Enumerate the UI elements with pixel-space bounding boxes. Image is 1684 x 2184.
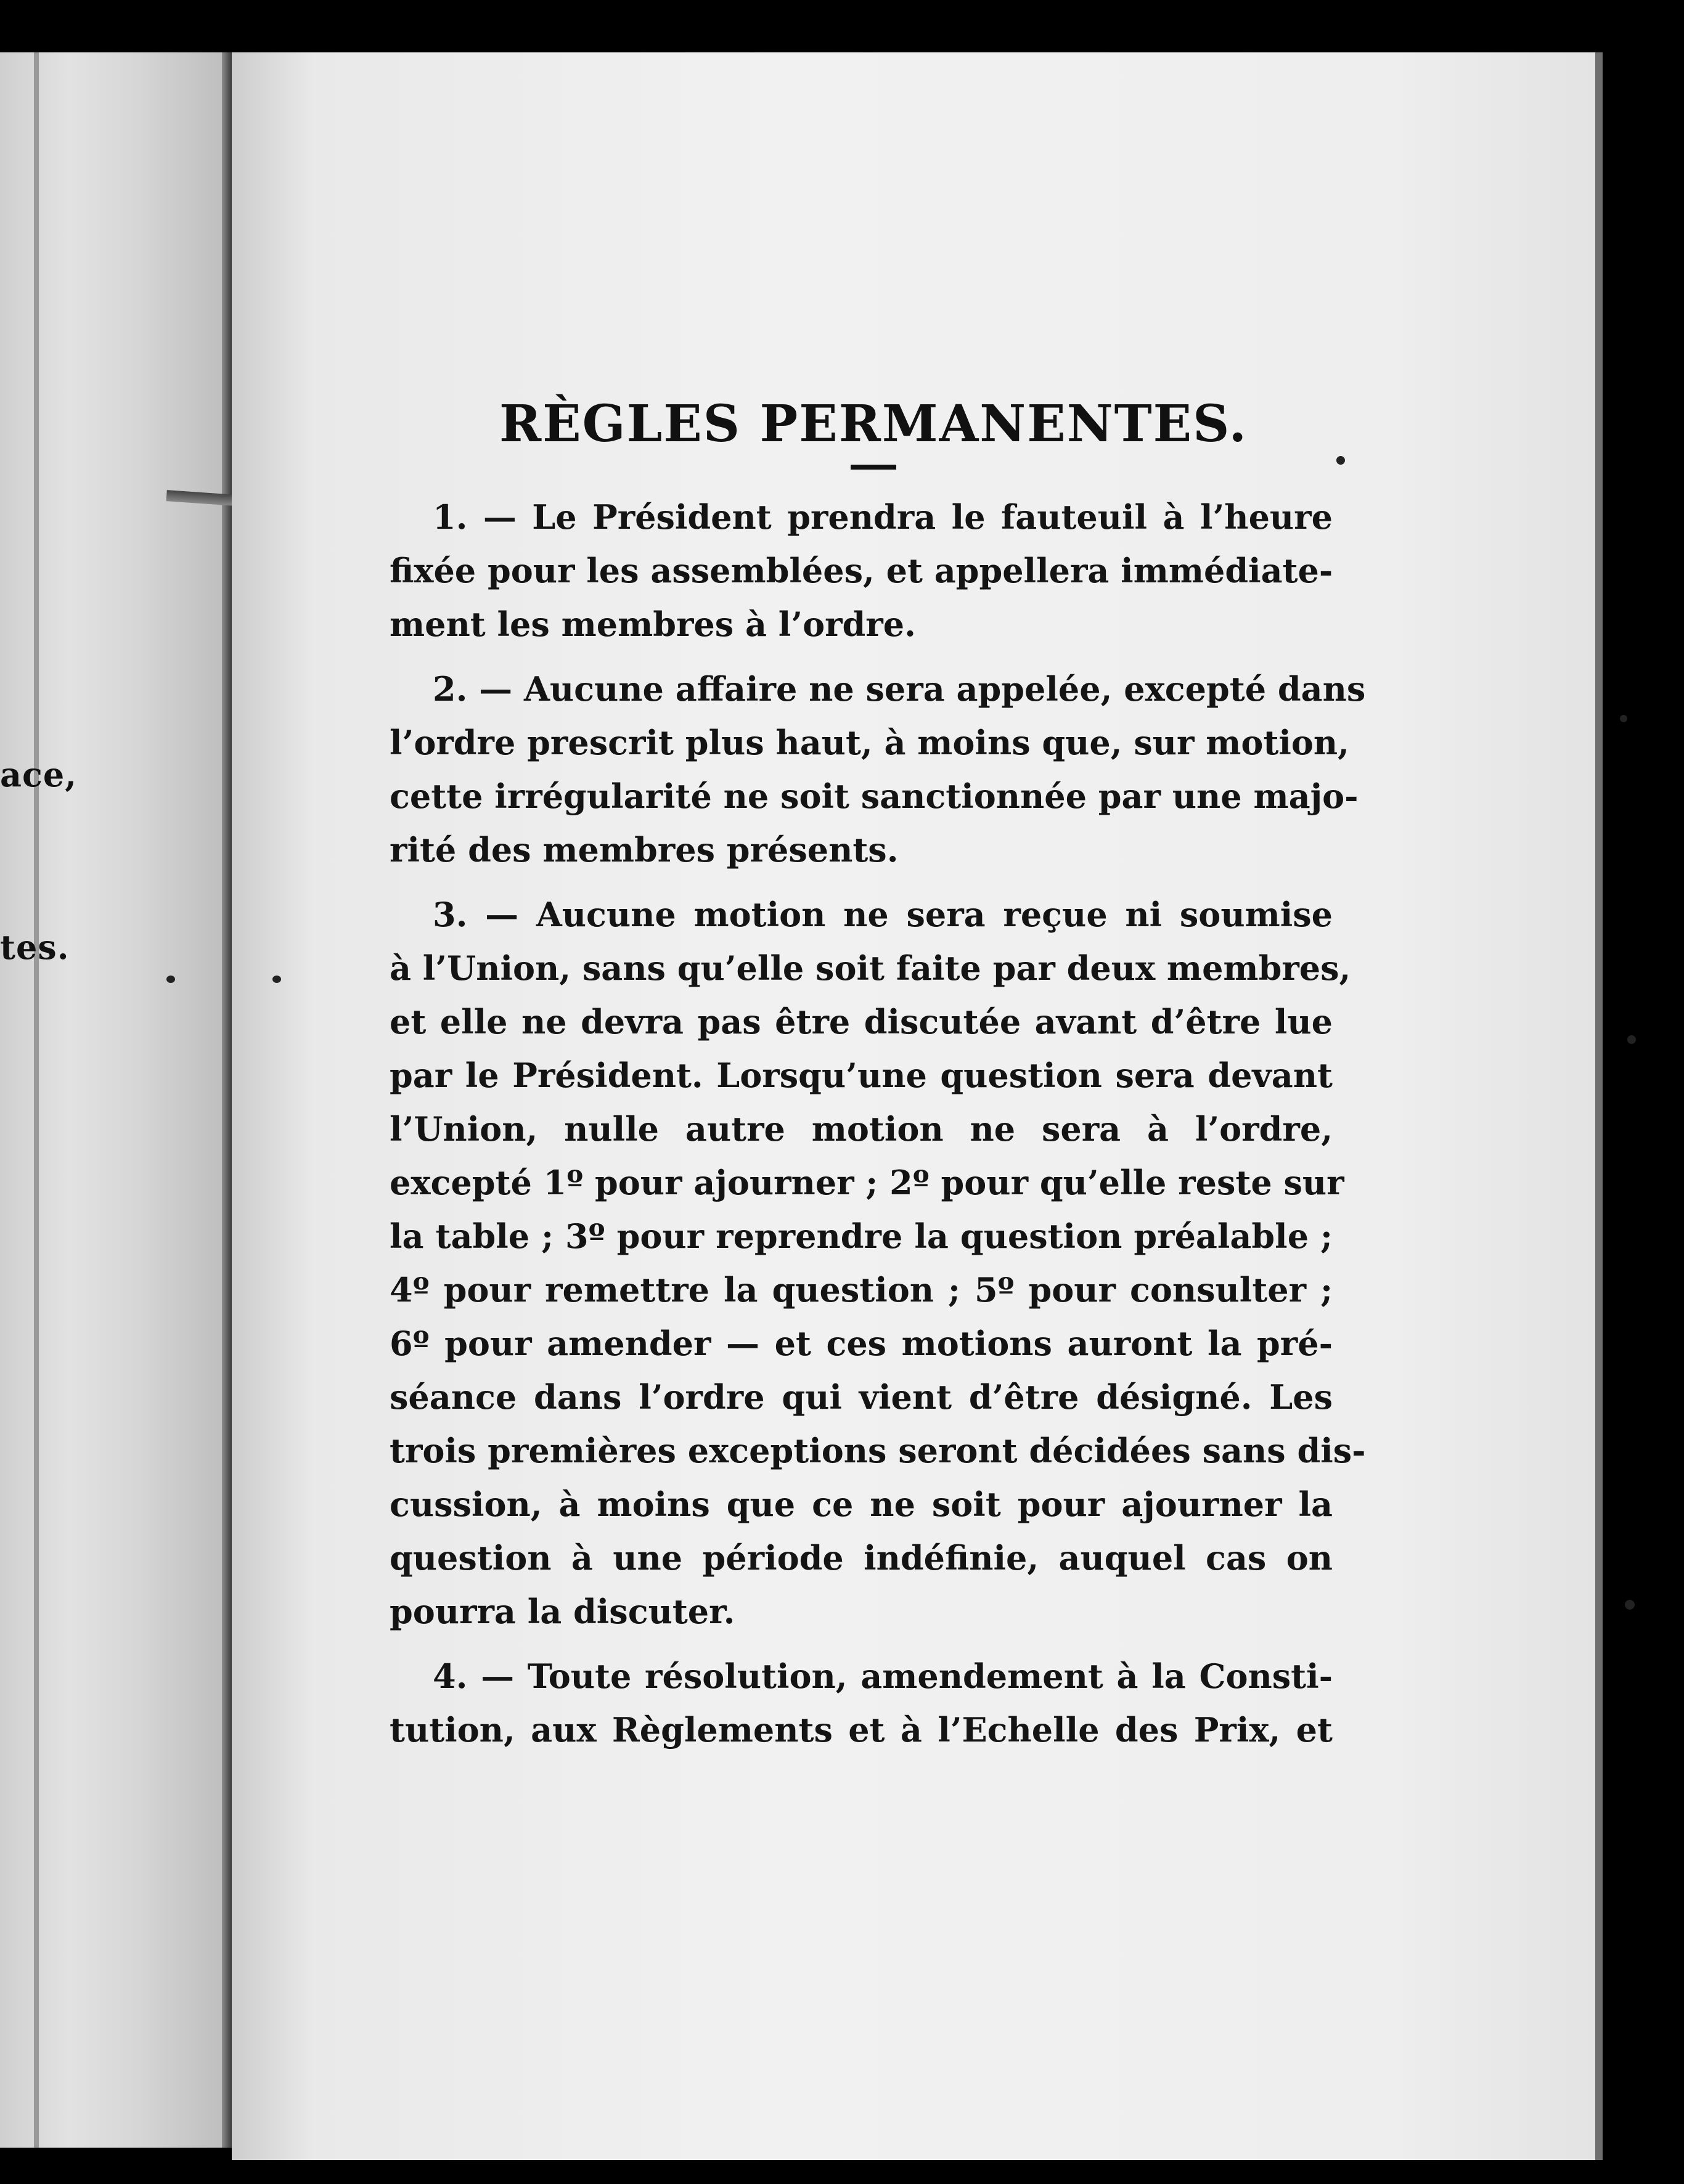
text-line: l’Union, nulle autre motion ne sera à l’ordre, bbox=[390, 1109, 1333, 1149]
text-line: 2. — Aucune affaire ne sera appelée, excepté dans bbox=[433, 669, 1366, 709]
document-body bbox=[390, 394, 1366, 1768]
text-line: rité des membres présents. bbox=[390, 830, 899, 870]
text-line: séance dans l’ordre qui vient d’être désigné. Les bbox=[390, 1377, 1333, 1417]
title-rule bbox=[851, 465, 896, 470]
ink-speck bbox=[272, 976, 281, 983]
rule-paragraph-2 bbox=[390, 662, 1366, 877]
text-line: à l’Union, sans qu’elle soit faite par deux membres, bbox=[390, 948, 1351, 988]
page-title: RÈGLES PERMANENTES. bbox=[499, 394, 1248, 454]
rule-paragraph-3 bbox=[390, 888, 1366, 1639]
text-line: question à une période indéfinie, auquel cas on bbox=[390, 1538, 1333, 1578]
text-line: cette irrégularité ne soit sanctionnée par une majo- bbox=[390, 776, 1359, 816]
text-line: 4. — Toute résolution, amendement à la Consti- bbox=[433, 1656, 1333, 1696]
text-line: 1. — Le Président prendra le fauteuil à l’heure bbox=[433, 497, 1333, 537]
text-line: par le Président. Lorsqu’une question sera devant bbox=[390, 1056, 1333, 1095]
ink-speck bbox=[1620, 715, 1627, 722]
text-line: l’ordre prescrit plus haut, à moins que, sur motion, bbox=[390, 723, 1349, 762]
page-right-edge bbox=[1595, 52, 1603, 2160]
ink-speck bbox=[166, 976, 175, 983]
text-line: trois premières exceptions seront décidées sans dis- bbox=[390, 1431, 1366, 1470]
rule-paragraph-4 bbox=[390, 1650, 1333, 1757]
text-line: fixée pour les assemblées, et appellera immédiate- bbox=[390, 551, 1333, 590]
previous-page-edge bbox=[222, 52, 232, 2148]
text-line: cussion, à moins que ce ne soit pour ajourner la bbox=[390, 1485, 1333, 1524]
ink-speck bbox=[1625, 1600, 1635, 1610]
previous-page-fragment: ace, bbox=[0, 755, 78, 794]
ink-speck bbox=[1627, 1035, 1636, 1044]
text-line: tution, aux Règlements et à l’Echelle des Prix, et bbox=[390, 1710, 1333, 1750]
text-line: et elle ne devra pas être discutée avant d’être lue bbox=[390, 1002, 1333, 1041]
text-line: 4º pour remettre la question ; 5º pour consulter ; bbox=[390, 1270, 1333, 1310]
text-line: la table ; 3º pour reprendre la question préalable ; bbox=[390, 1216, 1333, 1256]
text-line: excepté 1º pour ajourner ; 2º pour qu’elle reste sur bbox=[390, 1163, 1344, 1202]
previous-page-fragment: tes. bbox=[0, 927, 70, 967]
text-line: pourra la discuter. bbox=[390, 1592, 735, 1631]
previous-page-fold bbox=[34, 52, 39, 2148]
text-line: ment les membres à l’ordre. bbox=[390, 605, 916, 644]
ink-speck bbox=[1336, 456, 1345, 465]
text-line: 6º pour amender — et ces motions auront la pré- bbox=[390, 1324, 1333, 1363]
text-line: 3. — Aucune motion ne sera reçue ni soumise bbox=[433, 895, 1333, 934]
rule-paragraph-1 bbox=[390, 491, 1333, 651]
